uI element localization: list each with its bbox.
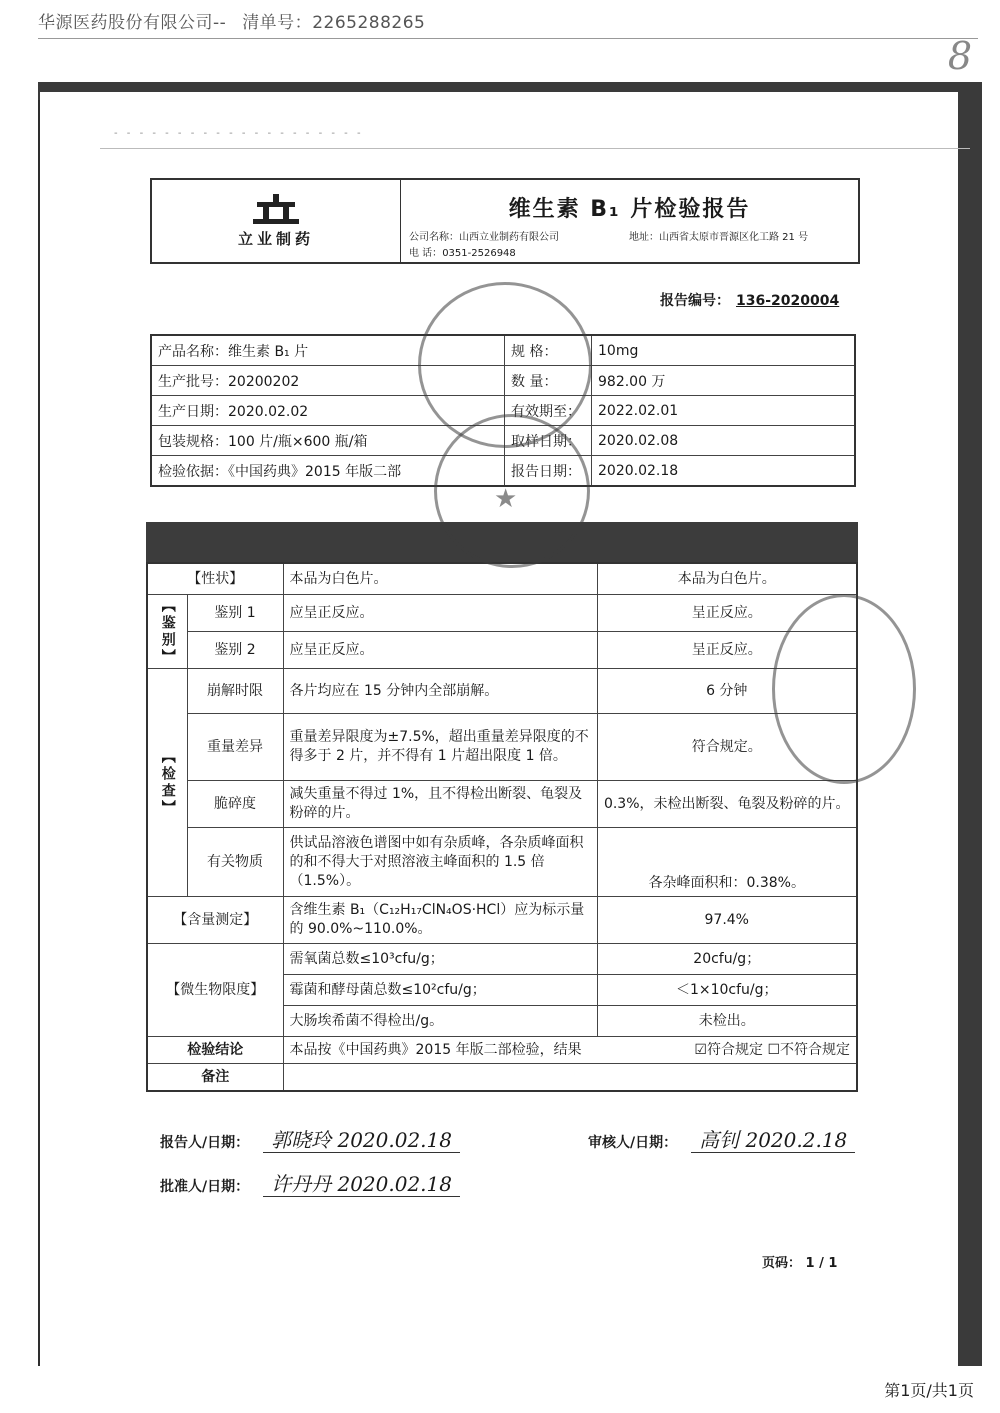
package-spec: 100 片/瓶×600 瓶/箱	[228, 433, 368, 450]
scan-noise: - - - - - - - - - - - - - - - - - - - -	[114, 128, 364, 139]
table-row: 生产批号：20200202 数 量： 982.00 万	[151, 366, 855, 396]
table-row: 产品名称：维生素 B₁ 片 规 格： 10mg	[151, 335, 855, 366]
company-phone: 0351-2526948	[442, 248, 516, 259]
table-row: 【检查】 崩解时限 各片均应在 15 分钟内全部崩解。 6 分钟	[147, 669, 857, 714]
phone-label: 电 话：	[409, 248, 443, 259]
logo-name: 立业制药	[237, 229, 314, 248]
table-row: 重量差异 重量差异限度为±7.5%，超出重量差异限度的不得多于 2 片，并不得有 1 片超出限度 1 倍。 符合规定。	[147, 714, 857, 781]
table-row: 【性状】 本品为白色片。 本品为白色片。	[147, 563, 857, 595]
table-row: 大肠埃希菌不得检出/g。 未检出。	[147, 1006, 857, 1037]
table-row: 【鉴别】 鉴别 1 应呈正反应。 呈正反应。	[147, 595, 857, 632]
header-line	[38, 8, 425, 33]
reporter-signature: 报告人/日期： 郭晓玲 2020.02.18	[160, 1124, 460, 1153]
results-table	[146, 562, 858, 1092]
inspection-group: 【检查】	[147, 669, 187, 897]
header-company: 华源医药股份有限公司--	[38, 13, 227, 33]
reviewer-signature: 审核人/日期： 高钊 2020.2.18	[588, 1124, 855, 1153]
company-label: 公司名称：	[409, 232, 459, 243]
identification-group: 【鉴别】	[147, 595, 187, 669]
qty-label: 数 量：	[505, 366, 592, 396]
table-row: 检验结论 本品按《中国药典》2015 年版二部检验，结果 ☑符合规定 ☐不符合规定	[147, 1037, 857, 1064]
expiry-value: 2022.02.01	[592, 396, 856, 426]
report-date-value: 2020.02.18	[592, 456, 856, 487]
qty-value: 982.00 万	[592, 366, 856, 396]
report-date-label: 报告日期：	[505, 456, 592, 487]
spec-value: 10mg	[592, 335, 856, 366]
approver-signature: 批准人/日期： 许丹丹 2020.02.18	[160, 1168, 460, 1197]
reporter-value: 郭晓玲 2020.02.18	[263, 1128, 460, 1153]
company-address: 山西省太原市晋源区化工路 21 号	[659, 232, 809, 243]
logo-icon	[253, 194, 299, 224]
expiry-label: 有效期至：	[505, 396, 592, 426]
table-row: 有关物质 供试品溶液色谱图中如有杂质峰，各杂质峰面积的和不得大于对照溶液主峰面积的 1.5 倍（1.5%）。 各杂峰面积和：0.38%。	[147, 828, 857, 897]
micro-group: 【微生物限度】	[147, 944, 283, 1037]
table-row: 备注	[147, 1064, 857, 1092]
star-icon: ★	[494, 484, 518, 514]
side-seal	[772, 594, 916, 784]
company-logo	[152, 180, 401, 262]
batch-number: 20200202	[228, 373, 300, 390]
table-row: 包装规格：100 片/瓶×600 瓶/箱 取样日期： 2020.02.08	[151, 426, 855, 456]
sample-date-value: 2020.02.08	[592, 426, 856, 456]
report-number: 报告编号： 136-2020004	[660, 293, 840, 309]
pass-checkbox: ☑符合规定	[694, 1041, 763, 1058]
reviewer-value: 高钊 2020.2.18	[691, 1128, 855, 1153]
table-row: 【微生物限度】 需氧菌总数≤10³cfu/g； 20cfu/g；	[147, 944, 857, 975]
page-code: 页码： 1 / 1	[762, 1256, 838, 1271]
fail-checkbox: ☐不符合规定	[767, 1041, 850, 1058]
table-row: 检验依据：《中国药典》2015 年版二部 报告日期： 2020.02.18	[151, 456, 855, 487]
production-date: 2020.02.02	[228, 403, 309, 420]
test-basis: 《中国药典》2015 年版二部	[228, 463, 402, 480]
address-label: 地址：	[629, 232, 659, 243]
report-title: 维生素 B₁ 片检验报告	[508, 197, 751, 222]
company-name: 山西立业制药有限公司	[459, 232, 559, 243]
scan-rule	[100, 148, 970, 149]
sample-date-label: 取样日期：	[505, 426, 592, 456]
header-rule	[38, 38, 978, 39]
order-label: 清单号：	[242, 13, 313, 33]
report-header	[150, 178, 860, 264]
conclusion-text: 本品按《中国药典》2015 年版二部检验，结果	[289, 1041, 582, 1058]
approver-value: 许丹丹 2020.02.18	[263, 1172, 460, 1197]
footer-page: 第1页/共1页	[884, 1381, 974, 1400]
table-row: 霉菌和酵母菌总数≤10²cfu/g； ＜1×10cfu/g；	[147, 975, 857, 1006]
remark-value	[283, 1064, 857, 1092]
spec-label: 规 格：	[505, 335, 592, 366]
order-number: 2265288265	[312, 13, 426, 33]
table-row: 脆碎度 减失重量不得过 1%，且不得检出断裂、龟裂及粉碎的片。 0.3%，未检出断裂、龟裂及粉碎的片。	[147, 781, 857, 828]
table-row: 生产日期：2020.02.02 有效期至： 2022.02.01	[151, 396, 855, 426]
report-number-value: 136-2020004	[736, 293, 840, 309]
table-row: 鉴别 2 应呈正反应。 呈正反应。	[147, 632, 857, 669]
product-name: 维生素 B₁ 片	[228, 343, 309, 360]
handwritten-page-mark: 8	[947, 34, 972, 78]
table-row: 【含量测定】 含维生素 B₁（C₁₂H₁₇ClN₄OS·HCl）应为标示量的 90.0%~110.0%。 97.4%	[147, 897, 857, 944]
